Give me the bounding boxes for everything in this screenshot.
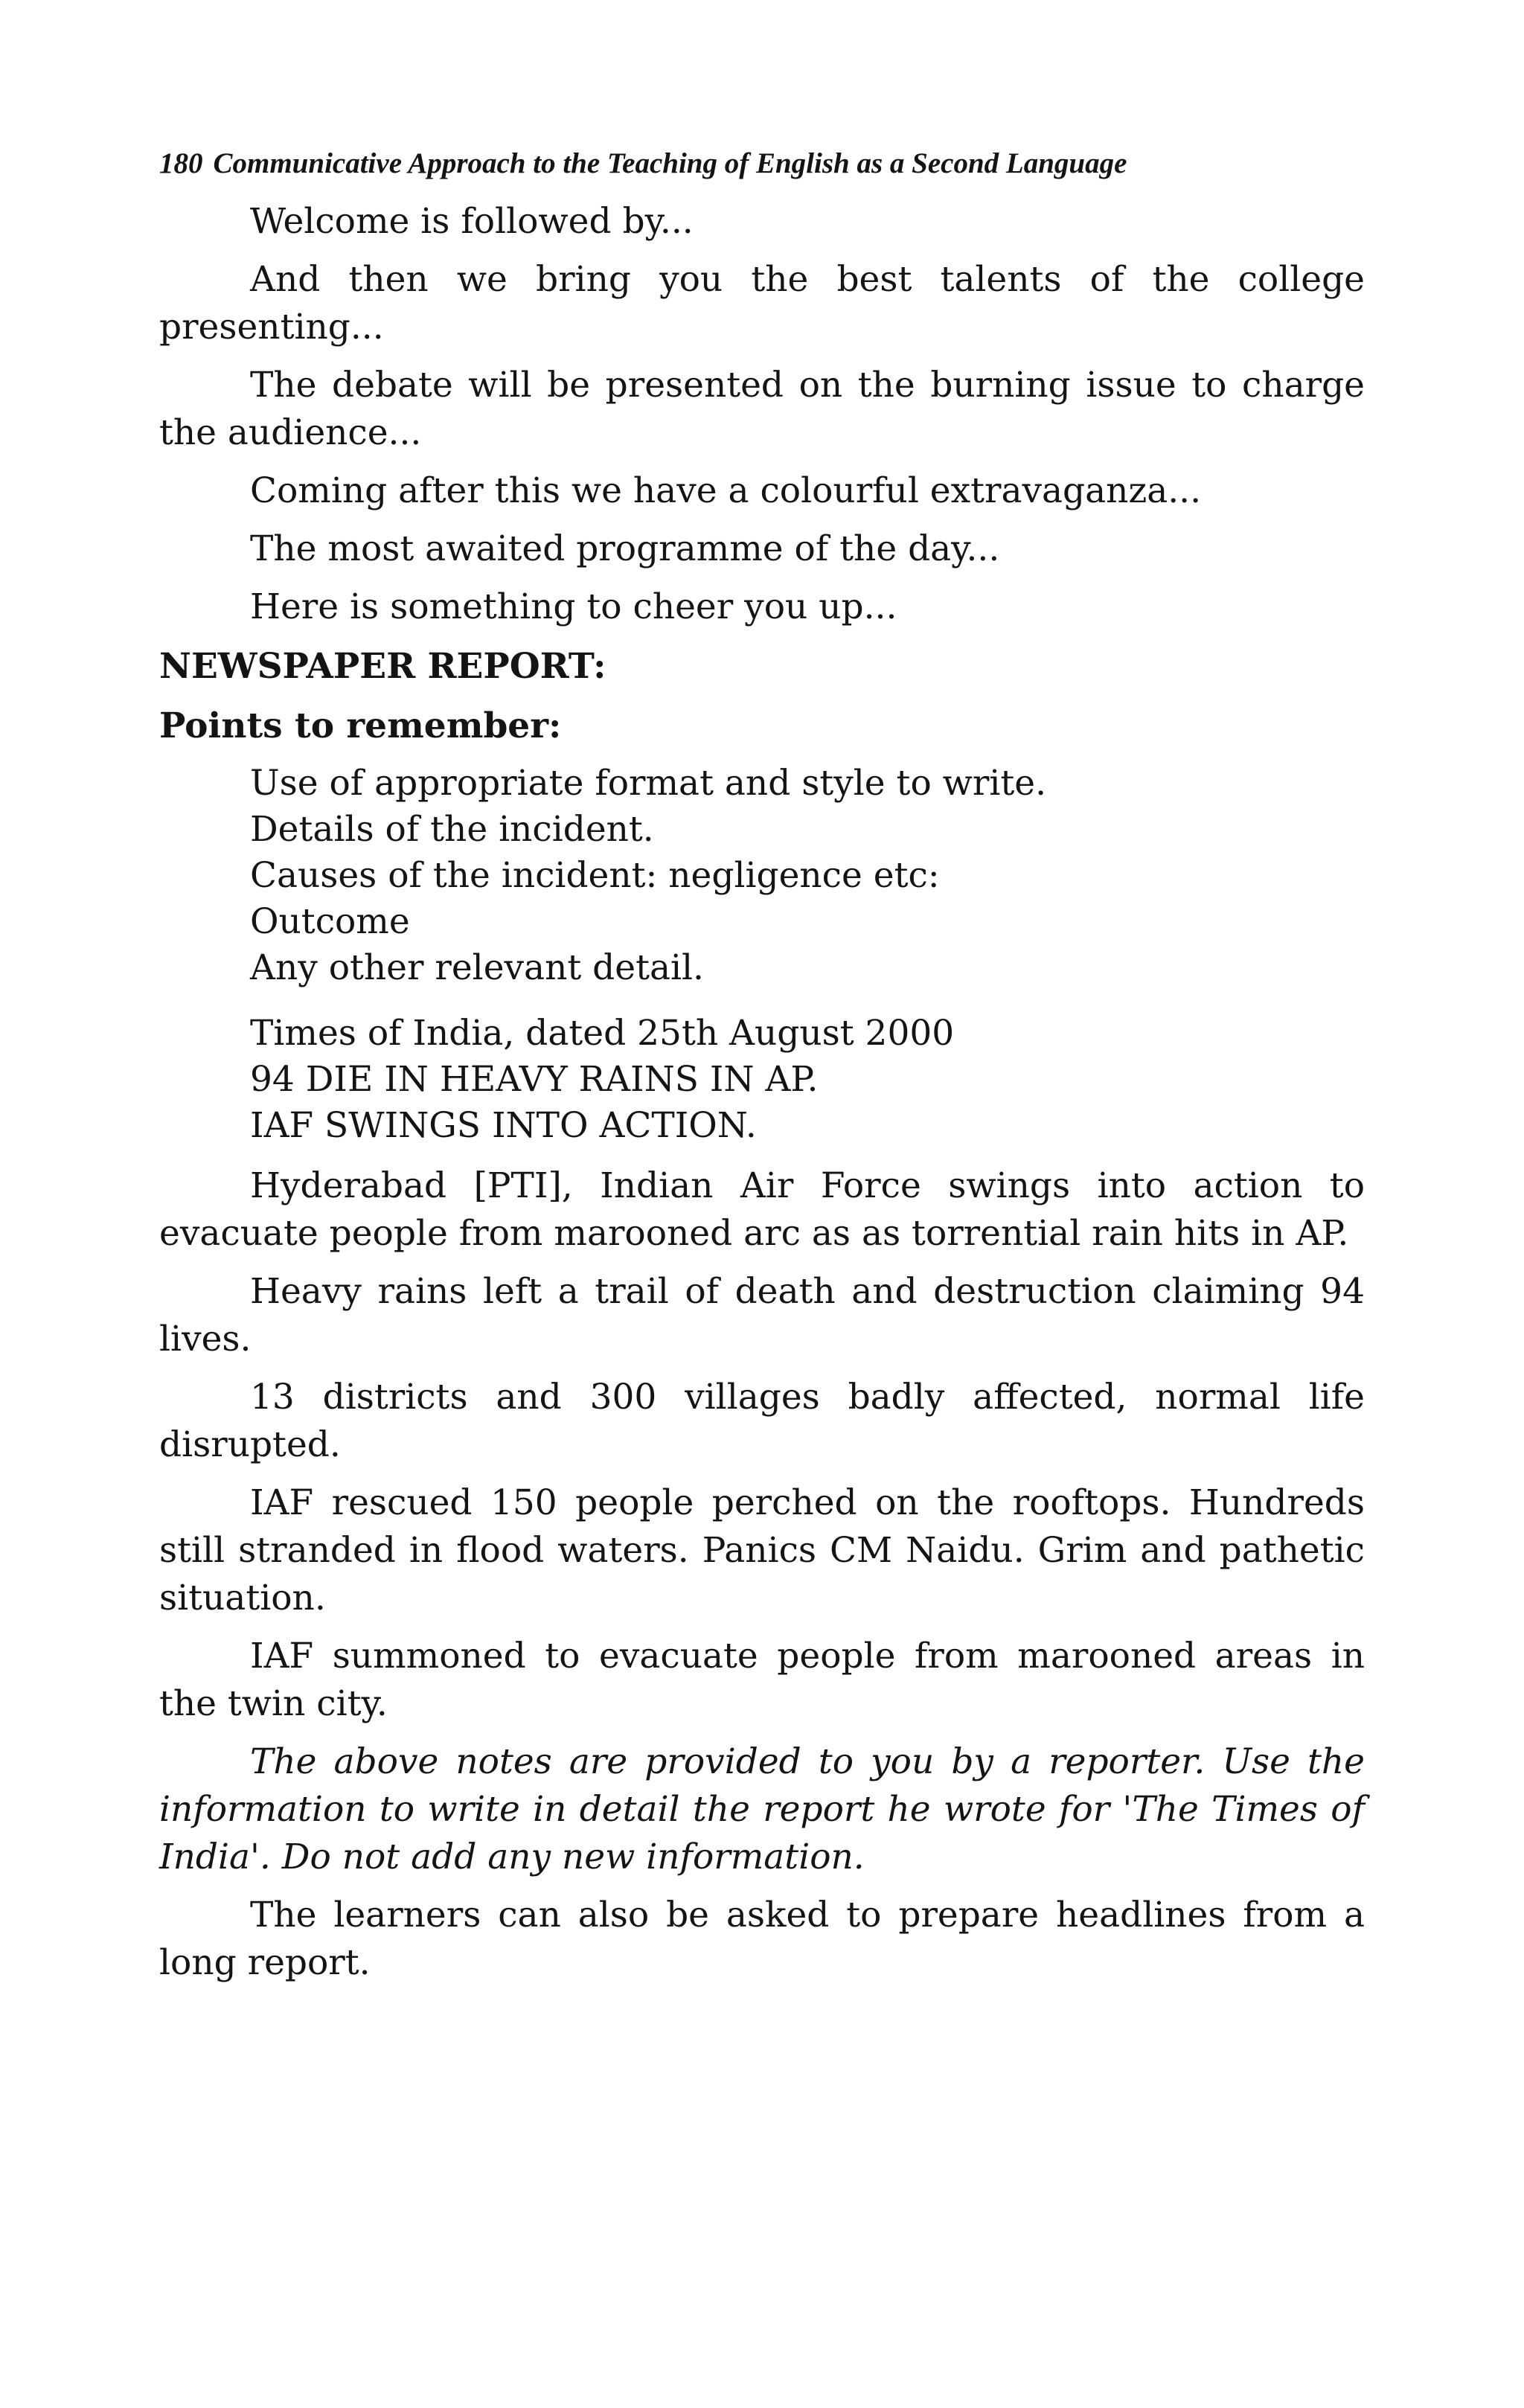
intro-line-extravaganza: Coming after this we have a colourful extravaganza... [250,470,1202,511]
list-item: Causes of the incident: negligence etc: [250,855,940,896]
intro-line-talents: And then we bring you the best talents of the college presenting... [159,259,1365,348]
intro-line-cheer: Here is something to cheer you up... [250,586,897,627]
headline-main: 94 DIE IN HEAVY RAINS IN AP. [250,1059,819,1100]
intro-line-debate: The debate will be presented on the burning issue to charge the audience... [159,365,1365,453]
report-paragraph: Heavy rains left a trail of death and destruction claiming 94 lives. [159,1271,1365,1360]
report-paragraph: IAF summoned to evacuate people from marooned areas in the twin city. [159,1636,1365,1724]
section-subheading: Points to remember: [159,705,562,746]
book-page [159,146,1365,1997]
exercise-instruction: The above notes are provided to you by a reporter. Use the information to write in detail the report he wrote for 'The Times of India'. Do not add any new information. [159,1741,1365,1877]
report-paragraph: Hyderabad [PTI], Indian Air Force swings into action to evacuate people from marooned arc as as torrential rain hits in AP. [159,1165,1365,1254]
headline-sub: IAF SWINGS INTO ACTION. [250,1105,757,1146]
points-list [159,760,1365,991]
closing-paragraph: The learners can also be asked to prepare headlines from a long report. [159,1895,1365,1983]
running-head [159,146,1365,182]
section-heading: NEWSPAPER REPORT: [159,646,606,687]
newspaper-source: Times of India, dated 25th August 2000 [250,1013,955,1054]
intro-line-welcome: Welcome is followed by... [250,201,694,242]
report-paragraph: 13 districts and 300 villages badly affected, normal life disrupted. [159,1377,1365,1465]
headline-block [159,1011,1365,1149]
book-title: Communicative Approach to the Teaching of English as a Second Language [213,147,1127,179]
list-item: Use of appropriate format and style to write. [250,763,1047,804]
intro-line-awaited: The most awaited programme of the day... [250,528,1000,569]
list-item: Any other relevant detail. [250,947,704,988]
report-paragraph: IAF rescued 150 people perched on the rooftops. Hundreds still stranded in flood waters. Panics CM Naidu. Grim and pathetic situation. [159,1482,1365,1618]
list-item: Outcome [250,901,410,942]
list-item: Details of the incident. [250,809,654,850]
page-number: 180 [159,147,203,179]
